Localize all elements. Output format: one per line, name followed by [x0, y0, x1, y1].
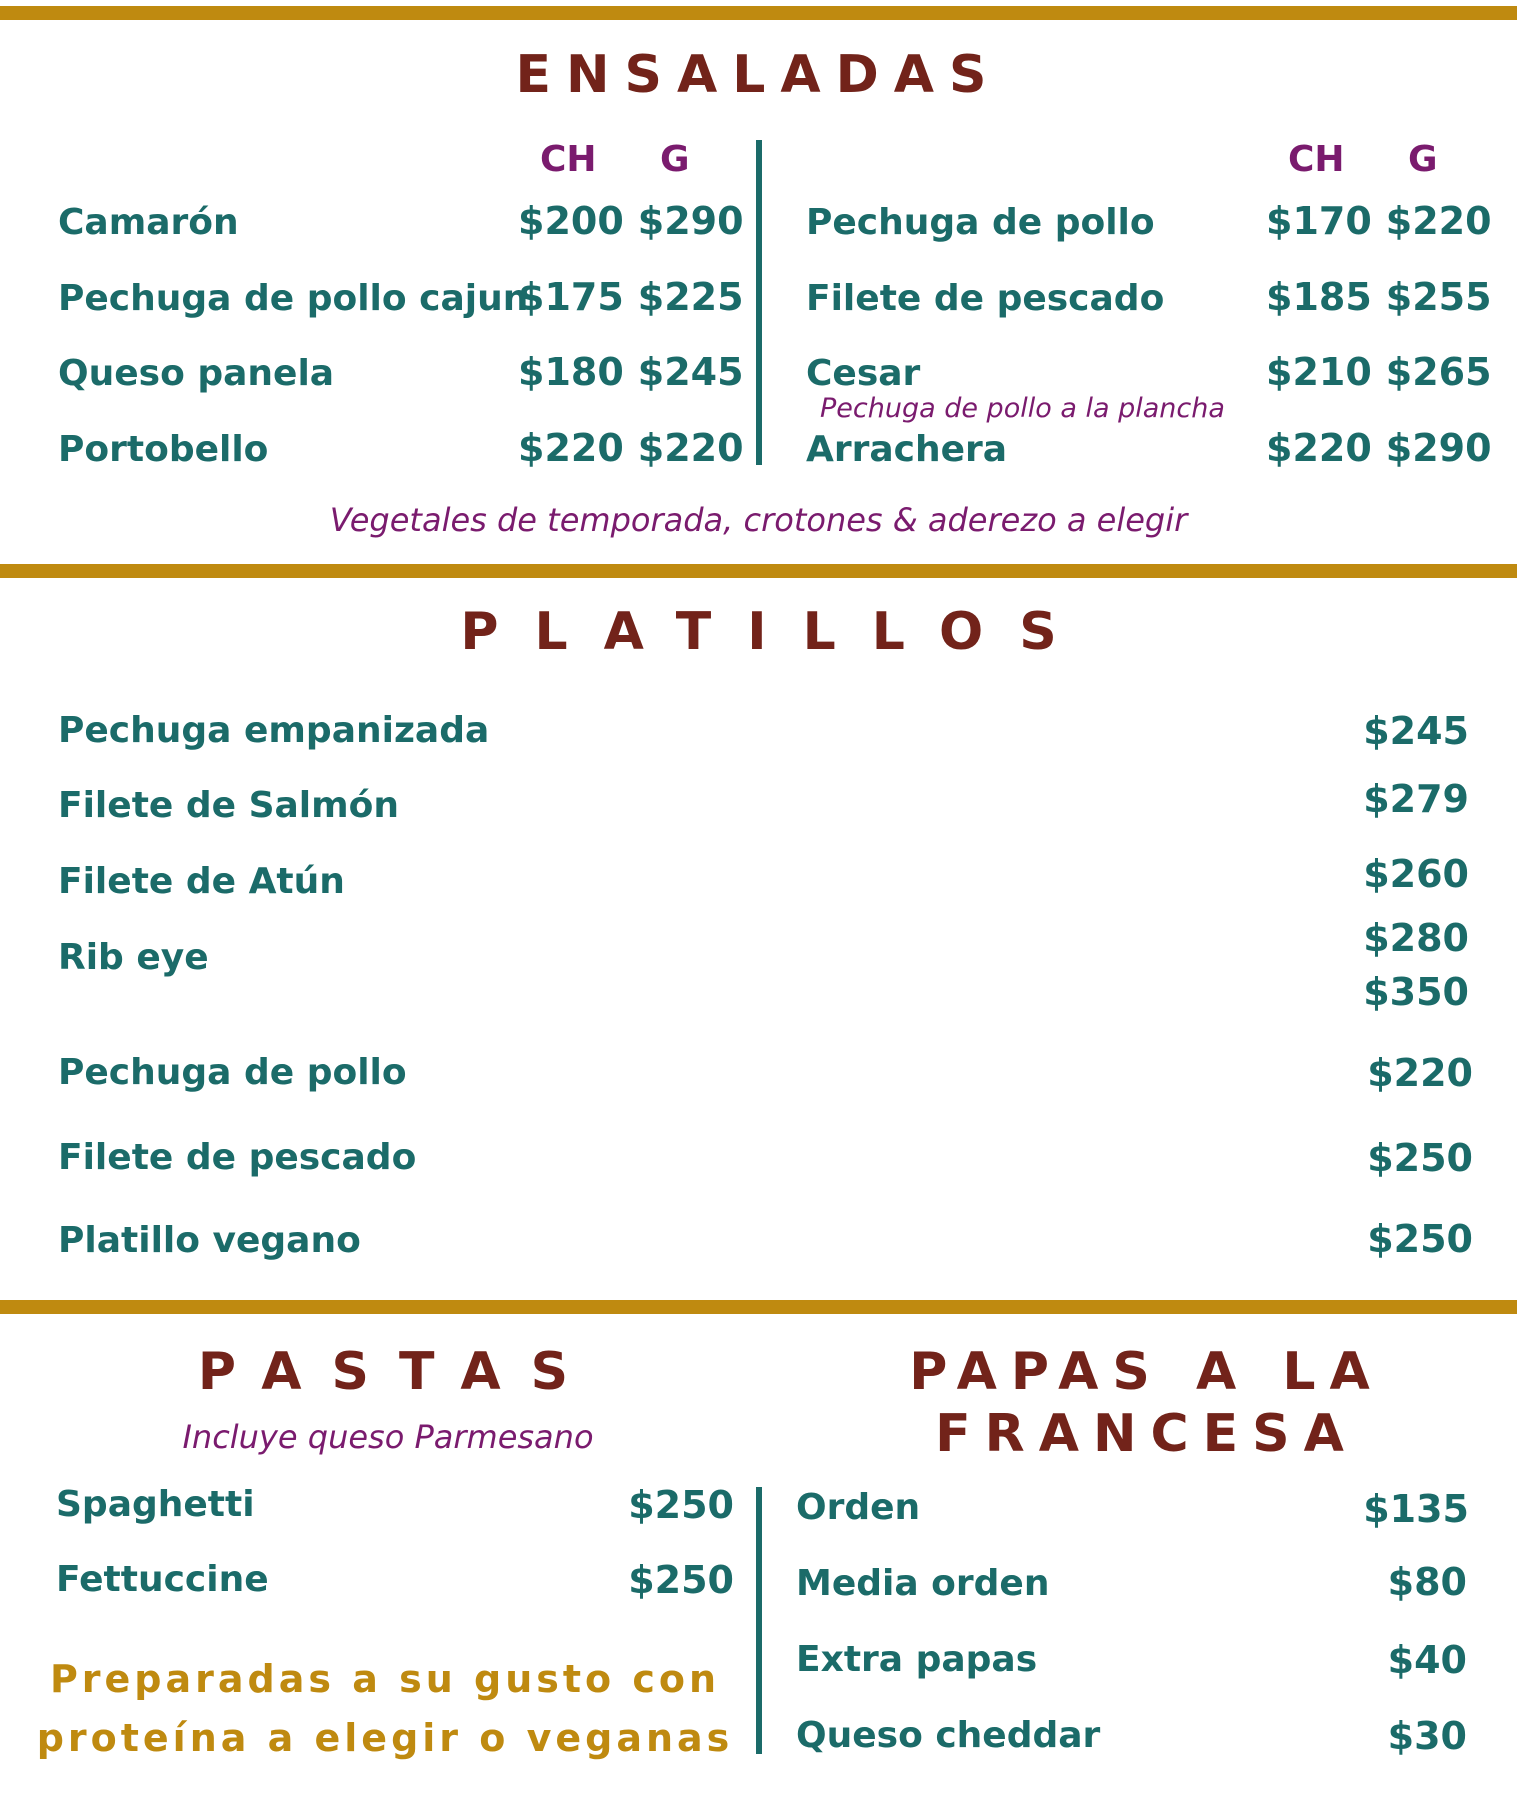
platillo-item: Pechuga de pollo	[58, 1052, 407, 1093]
salad-prices	[518, 427, 744, 469]
papas-item: Media orden	[796, 1563, 1050, 1604]
pasta-price: $250	[628, 1558, 734, 1602]
price-g: $220	[1385, 199, 1492, 243]
platillo-item: Platillo vegano	[58, 1220, 361, 1261]
price-ch: $170	[1266, 199, 1372, 243]
salad-prices	[1266, 276, 1492, 318]
salad-item: Pechuga de pollo cajun	[58, 278, 529, 319]
col-header-ch-left: CH	[540, 139, 597, 180]
papas-item: Orden	[796, 1487, 921, 1528]
papas-price: $30	[1387, 1714, 1467, 1758]
salad-item: Queso panela	[58, 353, 335, 394]
platillo-item: Rib eye	[58, 937, 209, 978]
platillo-item: Filete de Salmón	[58, 785, 399, 826]
price-ch: $175	[518, 275, 624, 319]
pasta-item: Spaghetti	[56, 1484, 255, 1525]
col-header-g-right: G	[1408, 139, 1438, 180]
col-header-g-left: G	[660, 139, 690, 180]
salad-item: Cesar	[806, 353, 921, 394]
pasta-price: $250	[628, 1483, 734, 1527]
pastas-papas-divider	[756, 1487, 762, 1754]
divider-ensaladas-platillos	[0, 564, 1517, 578]
papas-title-line2: FRANCESA	[935, 1404, 1358, 1464]
platillo-price: $245	[1363, 709, 1469, 753]
papas-item: Queso cheddar	[796, 1715, 1101, 1756]
col-header-ch-right: CH	[1288, 139, 1345, 180]
platillo-item: Filete de Atún	[58, 861, 345, 902]
pastas-note-line2: proteína a elegir o veganas	[36, 1716, 734, 1760]
price-ch: $200	[518, 199, 624, 243]
papas-item: Extra papas	[796, 1639, 1038, 1680]
pastas-subtitle: Incluye queso Parmesano	[182, 1418, 594, 1456]
salad-prices	[518, 200, 744, 242]
price-g: $225	[637, 275, 744, 319]
platillo-price: $280	[1363, 916, 1469, 960]
platillo-price: $260	[1363, 852, 1469, 896]
price-g: $245	[637, 350, 744, 394]
cesar-note: Pechuga de pollo a la plancha	[820, 393, 1225, 424]
ensaladas-column-divider	[756, 140, 762, 465]
price-g: $255	[1385, 275, 1492, 319]
salad-item: Arrachera	[806, 429, 1008, 470]
pastas-title: PASTAS	[197, 1342, 599, 1402]
ensaladas-footnote: Vegetales de temporada, crotones & aderezo a elegir	[329, 501, 1188, 539]
price-g: $290	[637, 199, 744, 243]
papas-price: $135	[1363, 1487, 1469, 1531]
platillo-price-alt: $350	[1363, 970, 1469, 1014]
salad-item: Camarón	[58, 202, 239, 243]
platillo-price: $250	[1367, 1136, 1473, 1180]
price-g: $265	[1385, 350, 1492, 394]
platillo-price: $220	[1367, 1051, 1473, 1095]
price-g: $290	[1385, 426, 1492, 470]
salad-item: Filete de pescado	[806, 278, 1165, 319]
price-ch: $185	[1266, 275, 1372, 319]
salad-prices	[1266, 427, 1492, 469]
platillo-price: $279	[1363, 777, 1469, 821]
salad-prices	[518, 351, 744, 393]
divider-platillos-pastas	[0, 1300, 1517, 1314]
platillo-item: Filete de pescado	[58, 1137, 417, 1178]
price-g: $220	[637, 426, 744, 470]
salad-prices	[518, 276, 744, 318]
salad-item: Portobello	[58, 429, 269, 470]
platillos-title: PLATILLOS	[460, 602, 1093, 662]
price-ch: $180	[518, 350, 624, 394]
ensaladas-title: ENSALADAS	[515, 45, 1002, 105]
platillo-price: $250	[1367, 1217, 1473, 1261]
top-divider	[0, 6, 1517, 20]
price-ch: $220	[518, 426, 624, 470]
price-ch: $220	[1266, 426, 1372, 470]
price-ch: $210	[1266, 350, 1372, 394]
papas-title-line1: PAPAS A LA	[909, 1342, 1384, 1402]
platillo-item: Pechuga empanizada	[58, 710, 490, 751]
pastas-note-line1: Preparadas a su gusto con	[49, 1657, 721, 1701]
salad-item: Pechuga de pollo	[806, 202, 1155, 243]
salad-prices	[1266, 200, 1492, 242]
salad-prices	[1266, 351, 1492, 393]
papas-price: $80	[1387, 1560, 1467, 1604]
papas-price: $40	[1387, 1638, 1467, 1682]
pasta-item: Fettuccine	[56, 1559, 269, 1600]
